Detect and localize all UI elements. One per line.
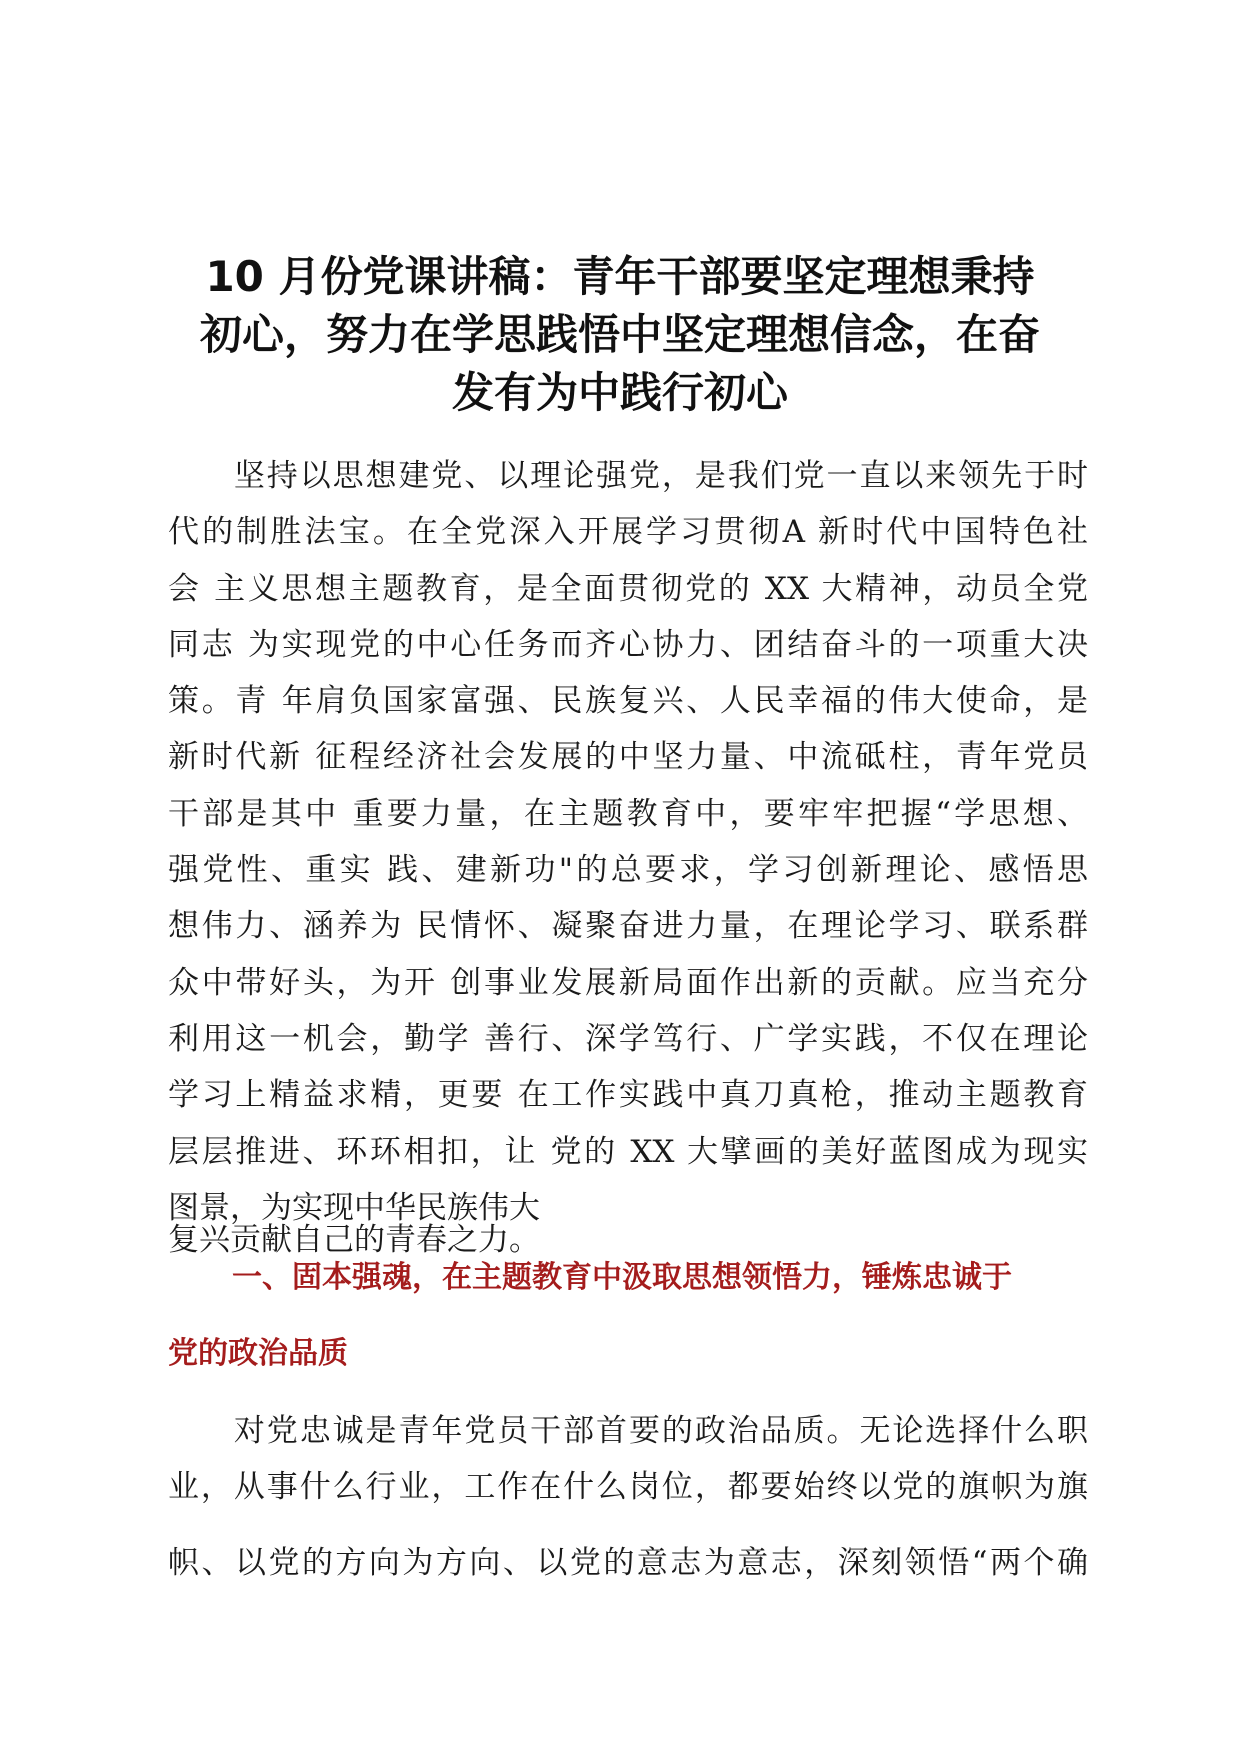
heading-line: 一、固本强魂，在主题教育中汲取思想领悟力，锤炼忠诚于 bbox=[232, 1260, 1012, 1295]
heading-line: 党的政治品质 bbox=[168, 1336, 348, 1371]
document-title bbox=[150, 248, 1090, 422]
title-line: 初心，努力在学思践悟中坚定理想信念，在奋 bbox=[199, 310, 1040, 359]
section-heading-1 bbox=[168, 1258, 1088, 1374]
paragraph-line: 同志 为实现党的中心任务而齐心协力、团结奋斗的一项重大决 bbox=[168, 626, 1088, 663]
paragraph-line: 对党忠诚是青年党员干部首要的政治品质。无论选择什么职 bbox=[168, 1413, 1088, 1449]
paragraph-line: 复兴贡献自己的青春之力。 bbox=[168, 1222, 540, 1258]
intro-paragraph bbox=[168, 448, 1088, 1236]
paragraph-line: 业，从事什么行业，工作在什么岗位，都要始终以党的旗帜为旗 bbox=[168, 1469, 1088, 1505]
paragraph-line: 坚持以思想建党、以理论强党，是我们党一直以来领先于时 bbox=[168, 458, 1088, 494]
paragraph-line: 想伟力、涵养为 民情怀、凝聚奋进力量，在理论学习、联系群 bbox=[168, 908, 1088, 945]
paragraph-line: 众中带好头，为开 创事业发展新局面作出新的贡献。应当充分 bbox=[168, 964, 1088, 1001]
intro-paragraph-tail bbox=[168, 1220, 1088, 1260]
paragraph-line: 新时代新 征程经济社会发展的中坚力量、中流砥柱，青年党员 bbox=[168, 739, 1088, 776]
paragraph-line: 利用这一机会，勤学 善行、深学笃行、广学实践，不仅在理论 bbox=[168, 1020, 1088, 1057]
paragraph-line: 图景，为实现中华民族伟大 bbox=[168, 1189, 540, 1226]
paragraph-line: 代的制胜法宝。在全党深入开展学习贯彻A 新时代中国特色社 bbox=[168, 514, 1088, 551]
paragraph-line: 层层推进、环环相扣，让 党的 XX 大擘画的美好蓝图成为现实 bbox=[168, 1133, 1088, 1170]
paragraph-line: 学习上精益求精，更要 在工作实践中真刀真枪，推动主题教育 bbox=[168, 1077, 1088, 1114]
paragraph-line: 帜、以党的方向为方向、以党的意志为意志，深刻领悟“两个确 bbox=[168, 1545, 1088, 1581]
title-line: 发有为中践行初心 bbox=[451, 368, 788, 417]
paragraph-line: 策。青 年肩负国家富强、民族复兴、人民幸福的伟大使命，是 bbox=[168, 683, 1088, 720]
paragraph-line: 会 主义思想主题教育，是全面贯彻党的 XX 大精神，动员全党 bbox=[168, 570, 1088, 607]
paragraph-line: 强党性、重实 践、建新功"的总要求，学习创新理论、感悟思 bbox=[168, 852, 1088, 889]
title-line: 10 月份党课讲稿：青年干部要坚定理想秉持 bbox=[205, 252, 1035, 301]
paragraph-line: 干部是其中 重要力量，在主题教育中，要牢牢把握“学思想、 bbox=[168, 795, 1088, 832]
section-1-paragraph bbox=[168, 1403, 1088, 1591]
